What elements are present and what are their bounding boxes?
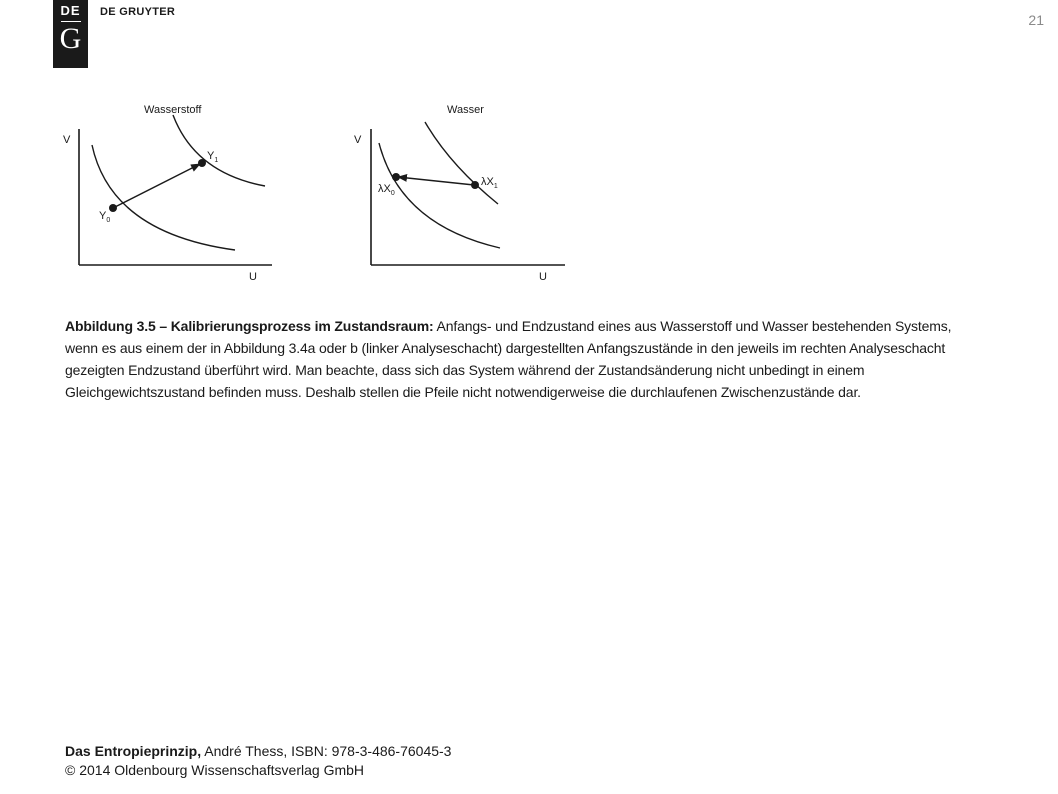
right-end-point <box>392 173 400 181</box>
figure-svg <box>55 95 595 290</box>
publisher-logo <box>53 0 88 68</box>
right-panel <box>354 104 565 283</box>
book-reference <box>65 742 451 761</box>
right-x-axis-label: U <box>539 271 547 283</box>
right-curve-label: Wasser <box>447 104 484 116</box>
page-number: 21 <box>1028 12 1044 28</box>
caption-label: Abbildung 3.5 – Kalibrierungsprozess im Zustandsraum: <box>65 318 434 334</box>
left-x-axis-label: U <box>249 271 257 283</box>
copyright: © 2014 Oldenbourg Wissenschaftsverlag GmbH <box>65 762 365 778</box>
book-info: André Thess, ISBN: 978-3-486-76045-3 <box>201 743 452 759</box>
left-end-label: $Y_1$ <box>207 150 219 164</box>
right-end-label: $\lambda X_0$ <box>378 183 395 197</box>
right-lower-curve <box>379 143 500 248</box>
left-process-arrow <box>113 164 200 208</box>
footer <box>65 742 451 780</box>
left-start-label: $Y_0$ <box>99 210 111 224</box>
left-start-point <box>109 204 117 212</box>
left-curve-label: Wasserstoff <box>144 104 202 116</box>
left-end-point <box>198 159 206 167</box>
figure-3-5 <box>55 95 595 290</box>
left-y-axis-label: V <box>63 134 71 146</box>
right-process-arrow <box>398 177 474 185</box>
logo-de: DE <box>60 3 81 18</box>
right-start-label: $\lambda X_1$ <box>481 176 498 190</box>
publisher-name: DE GRUYTER <box>100 6 176 18</box>
book-title: Das Entropieprinzip, <box>65 743 202 759</box>
logo-g: G <box>59 22 82 55</box>
right-y-axis-label: V <box>354 134 362 146</box>
left-upper-curve <box>173 115 265 186</box>
right-start-point <box>471 181 479 189</box>
left-panel <box>63 104 272 283</box>
caption-text: Anfangs- und Endzustand eines aus Wasserstoff und Wasser bestehenden Systems, wenn es aus einem der in Abbildung 3.4a oder b (linker Analyseschacht) dargestellten Anfangszustände in den jeweils im rechten Analyseschacht gezeigten Endzustand überführt wird. Man beachte, dass sich das System während der Zustandsänderung nicht unbedingt in einem Gleichgewichtszustand befinden muss. Deshalb stellen die Pfeile nicht notwendigerweise die durchlaufenen Zwischenzustände dar. <box>65 318 952 400</box>
right-upper-curve <box>425 122 498 204</box>
figure-caption <box>65 315 965 403</box>
